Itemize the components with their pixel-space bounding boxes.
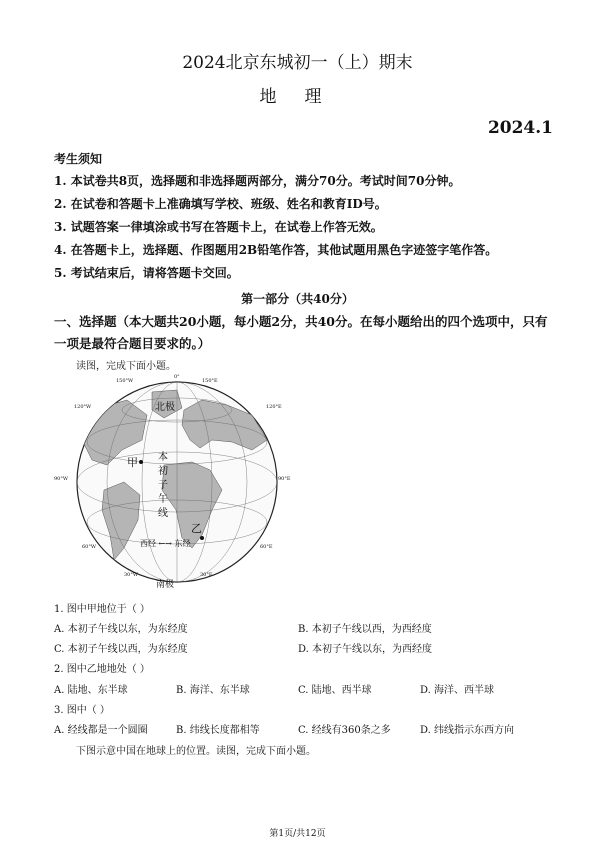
north-pole-label: 北极 bbox=[155, 402, 175, 413]
west-east-label: 西经 ←→ 东经 bbox=[140, 539, 191, 548]
prime-meridian-char: 线 bbox=[158, 508, 168, 519]
option-d: D. 纬线指示东西方向 bbox=[420, 725, 515, 736]
note-item: 5. 考试结束后，请将答题卡交回。 bbox=[54, 266, 239, 280]
tick-label: 60°W bbox=[82, 544, 97, 550]
question-intro: 读图，完成下面小题。 bbox=[76, 361, 176, 372]
tick-label: 90°W bbox=[54, 476, 69, 482]
globe-illustration bbox=[52, 370, 302, 588]
tick-label: 30°W bbox=[124, 572, 139, 578]
note-item: 3. 试题答案一律填涂或书写在答题卡上，在试卷上作答无效。 bbox=[54, 220, 383, 234]
notes-heading: 考生须知 bbox=[54, 152, 103, 166]
point-jia-marker bbox=[139, 460, 143, 464]
section-heading-cont: 一项是最符合题目要求的。） bbox=[54, 336, 211, 351]
option-a: A. 本初子午线以东，为东经度 bbox=[54, 624, 188, 635]
option-b: B. 本初子午线以西，为西经度 bbox=[298, 624, 432, 635]
part-one-title: 第一部分（共40分） bbox=[241, 292, 354, 306]
prime-meridian-char: 本 bbox=[158, 452, 168, 463]
section-heading: 一、选择题（本大题共20小题，每小题2分，共40分。在每小题给出的四个选项中，只有 bbox=[54, 314, 548, 329]
option-c: C. 经线有360条之多 bbox=[298, 725, 391, 736]
option-a: A. 经线都是一个圆圈 bbox=[54, 725, 148, 736]
question-stem: 3. 图中（ ） bbox=[54, 705, 110, 716]
point-yi-marker bbox=[200, 536, 204, 540]
note-item: 2. 在试卷和答题卡上准确填写学校、班级、姓名和教育ID号。 bbox=[54, 197, 387, 211]
option-b: B. 纬线长度都相等 bbox=[176, 725, 260, 736]
tick-label: 120°E bbox=[266, 404, 282, 410]
tick-label: 60°E bbox=[260, 544, 273, 550]
tick-label: 150°W bbox=[116, 378, 134, 384]
tick-label: 30°E bbox=[200, 572, 213, 578]
exam-title: 2024北京东城初一（上）期末 bbox=[182, 53, 413, 73]
note-item: 1. 本试卷共8页，选择题和非选择题两部分，满分70分。考试时间70分钟。 bbox=[54, 174, 461, 188]
tick-label: 150°E bbox=[202, 378, 218, 384]
tick-label: 90°E bbox=[278, 476, 291, 482]
question-stem: 2. 图中乙地地处（ ） bbox=[54, 664, 150, 675]
option-d: D. 本初子午线以东，为西经度 bbox=[298, 644, 433, 655]
option-c: C. 本初子午线以西，为东经度 bbox=[54, 644, 188, 655]
option-c: C. 陆地、西半球 bbox=[298, 685, 372, 696]
option-a: A. 陆地、东半球 bbox=[54, 685, 128, 696]
next-question-intro: 下图示意中国在地球上的位置。读图，完成下面小题。 bbox=[76, 746, 316, 757]
option-d: D. 海洋、西半球 bbox=[420, 685, 495, 696]
point-jia-label: 甲 bbox=[127, 456, 138, 469]
prime-meridian-char: 初 bbox=[158, 466, 168, 477]
option-b: B. 海洋、东半球 bbox=[176, 685, 250, 696]
tick-label: 0° bbox=[174, 374, 180, 380]
question-stem: 1. 图中甲地位于（ ） bbox=[54, 604, 150, 615]
note-item: 4. 在答题卡上，选择题、作图题用2B铅笔作答，其他试题用黑色字迹签字笔作答。 bbox=[54, 243, 498, 257]
prime-meridian-char: 午 bbox=[158, 494, 168, 505]
prime-meridian-char: 子 bbox=[158, 480, 168, 491]
point-yi-label: 乙 bbox=[191, 522, 202, 535]
south-pole-label: 南极 bbox=[156, 580, 175, 588]
subject-title: 地理 bbox=[259, 87, 350, 107]
page-footer: 第1页/共12页 bbox=[269, 829, 326, 839]
exam-date: 2024.1 bbox=[487, 118, 553, 138]
tick-label: 120°W bbox=[74, 404, 92, 410]
globe-map bbox=[52, 370, 302, 588]
